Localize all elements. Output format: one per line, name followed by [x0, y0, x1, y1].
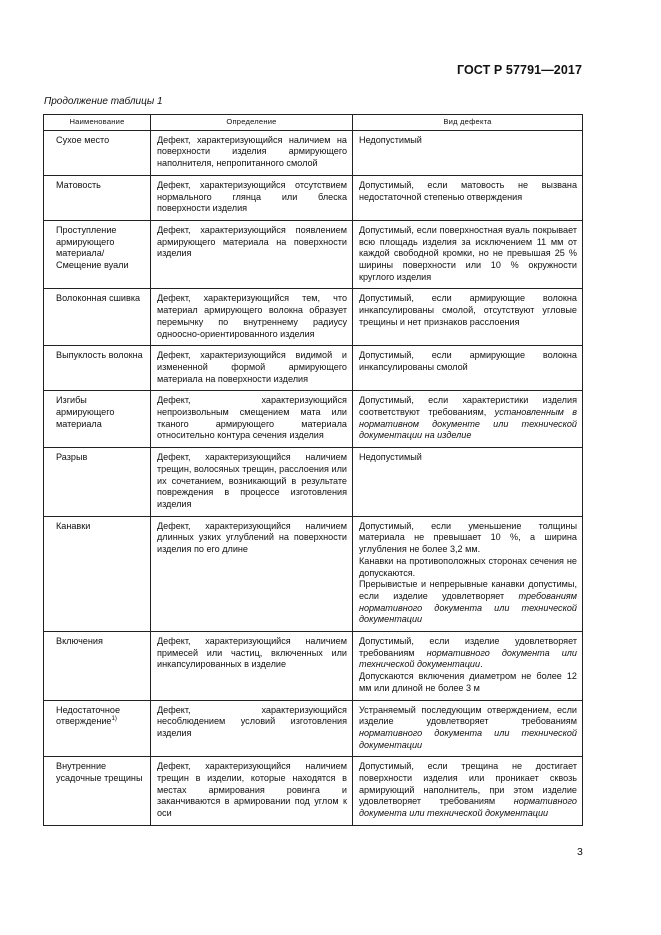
defect-name-cell — [44, 516, 151, 631]
defect-name: Выпуклость волокна — [56, 350, 143, 361]
defect-type-cell — [353, 289, 583, 346]
defect-definition: Дефект, характеризующийся видимой и измененной формой армирующего материала на поверхности изделия — [151, 346, 353, 391]
defects-table — [43, 114, 583, 826]
defect-type-reference: требованиям нормативного документа или технической документации — [359, 590, 577, 625]
defect-name: Волоконная сшивка — [56, 293, 141, 304]
defect-name-cell — [44, 448, 151, 517]
column-header-definition: Определение — [151, 115, 353, 131]
defect-type-text: Допустимый, если трещина не достигает поверхности изделия или проникает сквозь армирующий наполнитель, при этом изделие удовлетворяет требованиям — [359, 761, 577, 807]
defect-name: Включения — [56, 636, 103, 647]
defect-type-reference: нормативного документа или технической документации — [359, 727, 577, 750]
defect-name-cell — [44, 391, 151, 448]
defect-type-text: Недопустимый — [359, 452, 422, 463]
defect-name-cell — [44, 220, 151, 289]
defect-name: Внутренние усадочные трещины — [56, 761, 143, 784]
defect-type-reference: нормативного документа или технической документации — [359, 796, 577, 819]
defect-definition: Дефект, характеризующийся наличием примесей или частиц, включенных или инкапсулированных в изделие — [151, 632, 353, 701]
defect-name: Сухое место — [56, 134, 110, 145]
defect-name-cell — [44, 175, 151, 220]
defect-type-text: Прерывистые и непрерывные канавки допустимы, если изделие удовлетворяет — [359, 579, 577, 601]
defect-definition: Дефект, характеризующийся наличием длинных узких углублений на поверхности изделия по его длине — [151, 516, 353, 631]
defect-definition: Дефект, характеризующийся появлением армирующего материала на поверхности изделия — [151, 220, 353, 289]
defect-type-cell — [353, 700, 583, 757]
table-row — [44, 391, 583, 448]
standard-number: ГОСТ Р 57791—2017 — [456, 63, 582, 77]
defect-definition: Дефект, характеризующийся непроизвольным смещением мата или тканого армирующего материала относительно контура сечения изделия — [151, 391, 353, 448]
table-caption: Продолжение таблицы 1 — [44, 96, 163, 107]
table-row — [44, 175, 583, 220]
defect-type-text: Канавки на противоположных сторонах сечения не допускаются. — [359, 555, 577, 578]
footnote-marker: 1) — [111, 716, 117, 723]
defect-type-cell — [353, 391, 583, 448]
defect-type-cell — [353, 346, 583, 391]
defect-name: Канавки — [56, 520, 91, 531]
table-row — [44, 289, 583, 346]
defect-type-text: Допустимый, если характеристики изделия соответствуют требованиям, — [359, 395, 577, 418]
table-row — [44, 220, 583, 289]
defect-type-text: Устраняемый последующим отверждением, если изделие удовлетворяет требованиям — [359, 704, 577, 727]
defect-type-cell — [353, 220, 583, 289]
column-header-name: Наименование — [44, 115, 151, 131]
defect-type-text: Допустимый, если армирующие волокна инкапсулированы смолой, отсутствуют угловые трещины и нет признаков расслоения — [359, 293, 577, 327]
defect-type-text: Допустимый, если уменьшение толщины материала не превышает 10 %, а ширина углубления не более 3,2 мм. — [359, 520, 577, 555]
table-row — [44, 346, 583, 391]
table-row — [44, 757, 583, 826]
defect-name: Матовость — [56, 179, 101, 190]
table-row — [44, 700, 583, 757]
defect-name-cell — [44, 289, 151, 346]
defect-definition: Дефект, характеризующийся наличием трещин, волосяных трещин, расслоения или их сочетанием, возникающий в результате повреждения в процессе изготовления изделия — [151, 448, 353, 517]
defect-name: Недостаточное отверждение — [56, 704, 121, 727]
defect-type-text: Допустимый, если матовость не вызвана недостаточной степенью отверждения — [359, 179, 577, 202]
defect-name: Проступление армирующего материала/ Смещение вуали — [56, 224, 129, 271]
defect-name-cell — [44, 757, 151, 826]
defect-name-cell — [44, 632, 151, 701]
defect-definition: Дефект, характеризующийся наличием трещин в изделии, которые находятся в местах армирования ровинга и заканчиваются в армировании под углом к оси — [151, 757, 353, 826]
defect-type-text: Допустимый, если поверхностная вуаль покрывает всю площадь изделия за исключением 11 мм от каждой свободной кромки, но не превышая 25 % ширины поверхности или 10 % окружности круглого изделия — [359, 224, 577, 282]
defect-type-reference: установленным в нормативном документе или технической документации на изделие — [359, 407, 577, 441]
defect-definition: Дефект, характеризующийся отсутствием нормального глянца или блеска поверхности изделия — [151, 175, 353, 220]
defect-name-cell — [44, 346, 151, 391]
page-number: 3 — [577, 846, 583, 858]
defect-name: Изгибы армирующего материала — [56, 395, 115, 429]
table-header-row — [44, 115, 583, 131]
defect-type-cell — [353, 632, 583, 701]
table-row — [44, 632, 583, 701]
column-header-defect-type: Вид дефекта — [353, 115, 583, 131]
defect-type-cell — [353, 516, 583, 631]
defect-definition: Дефект, характеризующийся наличием на поверхности изделия армирующего наполнителя, непропитанного смолой — [151, 130, 353, 175]
defect-type-text: Допускаются включения диаметром не более 12 мм или длиной не более 3 м — [359, 671, 577, 693]
defect-name-cell — [44, 700, 151, 757]
defect-definition: Дефект, характеризующийся несоблюдением условий изготовления изделия — [151, 700, 353, 757]
defect-type-cell — [353, 757, 583, 826]
defect-definition: Дефект, характеризующийся тем, что материал армирующего волокна образует перемычку по внутреннему радиусу одноосно-ориентированного изделия — [151, 289, 353, 346]
table-row — [44, 130, 583, 175]
defect-type-cell — [353, 448, 583, 517]
defect-type-cell — [353, 130, 583, 175]
defect-type-text: . — [480, 659, 483, 670]
defect-type-text: Допустимый, если изделие удовлетворяет требованиям — [359, 636, 577, 658]
defect-type-text: Допустимый, если армирующие волокна инкапсулированы смолой — [359, 350, 577, 372]
defect-type-reference: нормативного документа или технической документации — [359, 647, 577, 670]
table-row — [44, 516, 583, 631]
defect-name-cell — [44, 130, 151, 175]
defect-type-text: Недопустимый — [359, 134, 422, 145]
defect-type-cell — [353, 175, 583, 220]
table-row — [44, 448, 583, 517]
defect-name: Разрыв — [56, 452, 88, 463]
